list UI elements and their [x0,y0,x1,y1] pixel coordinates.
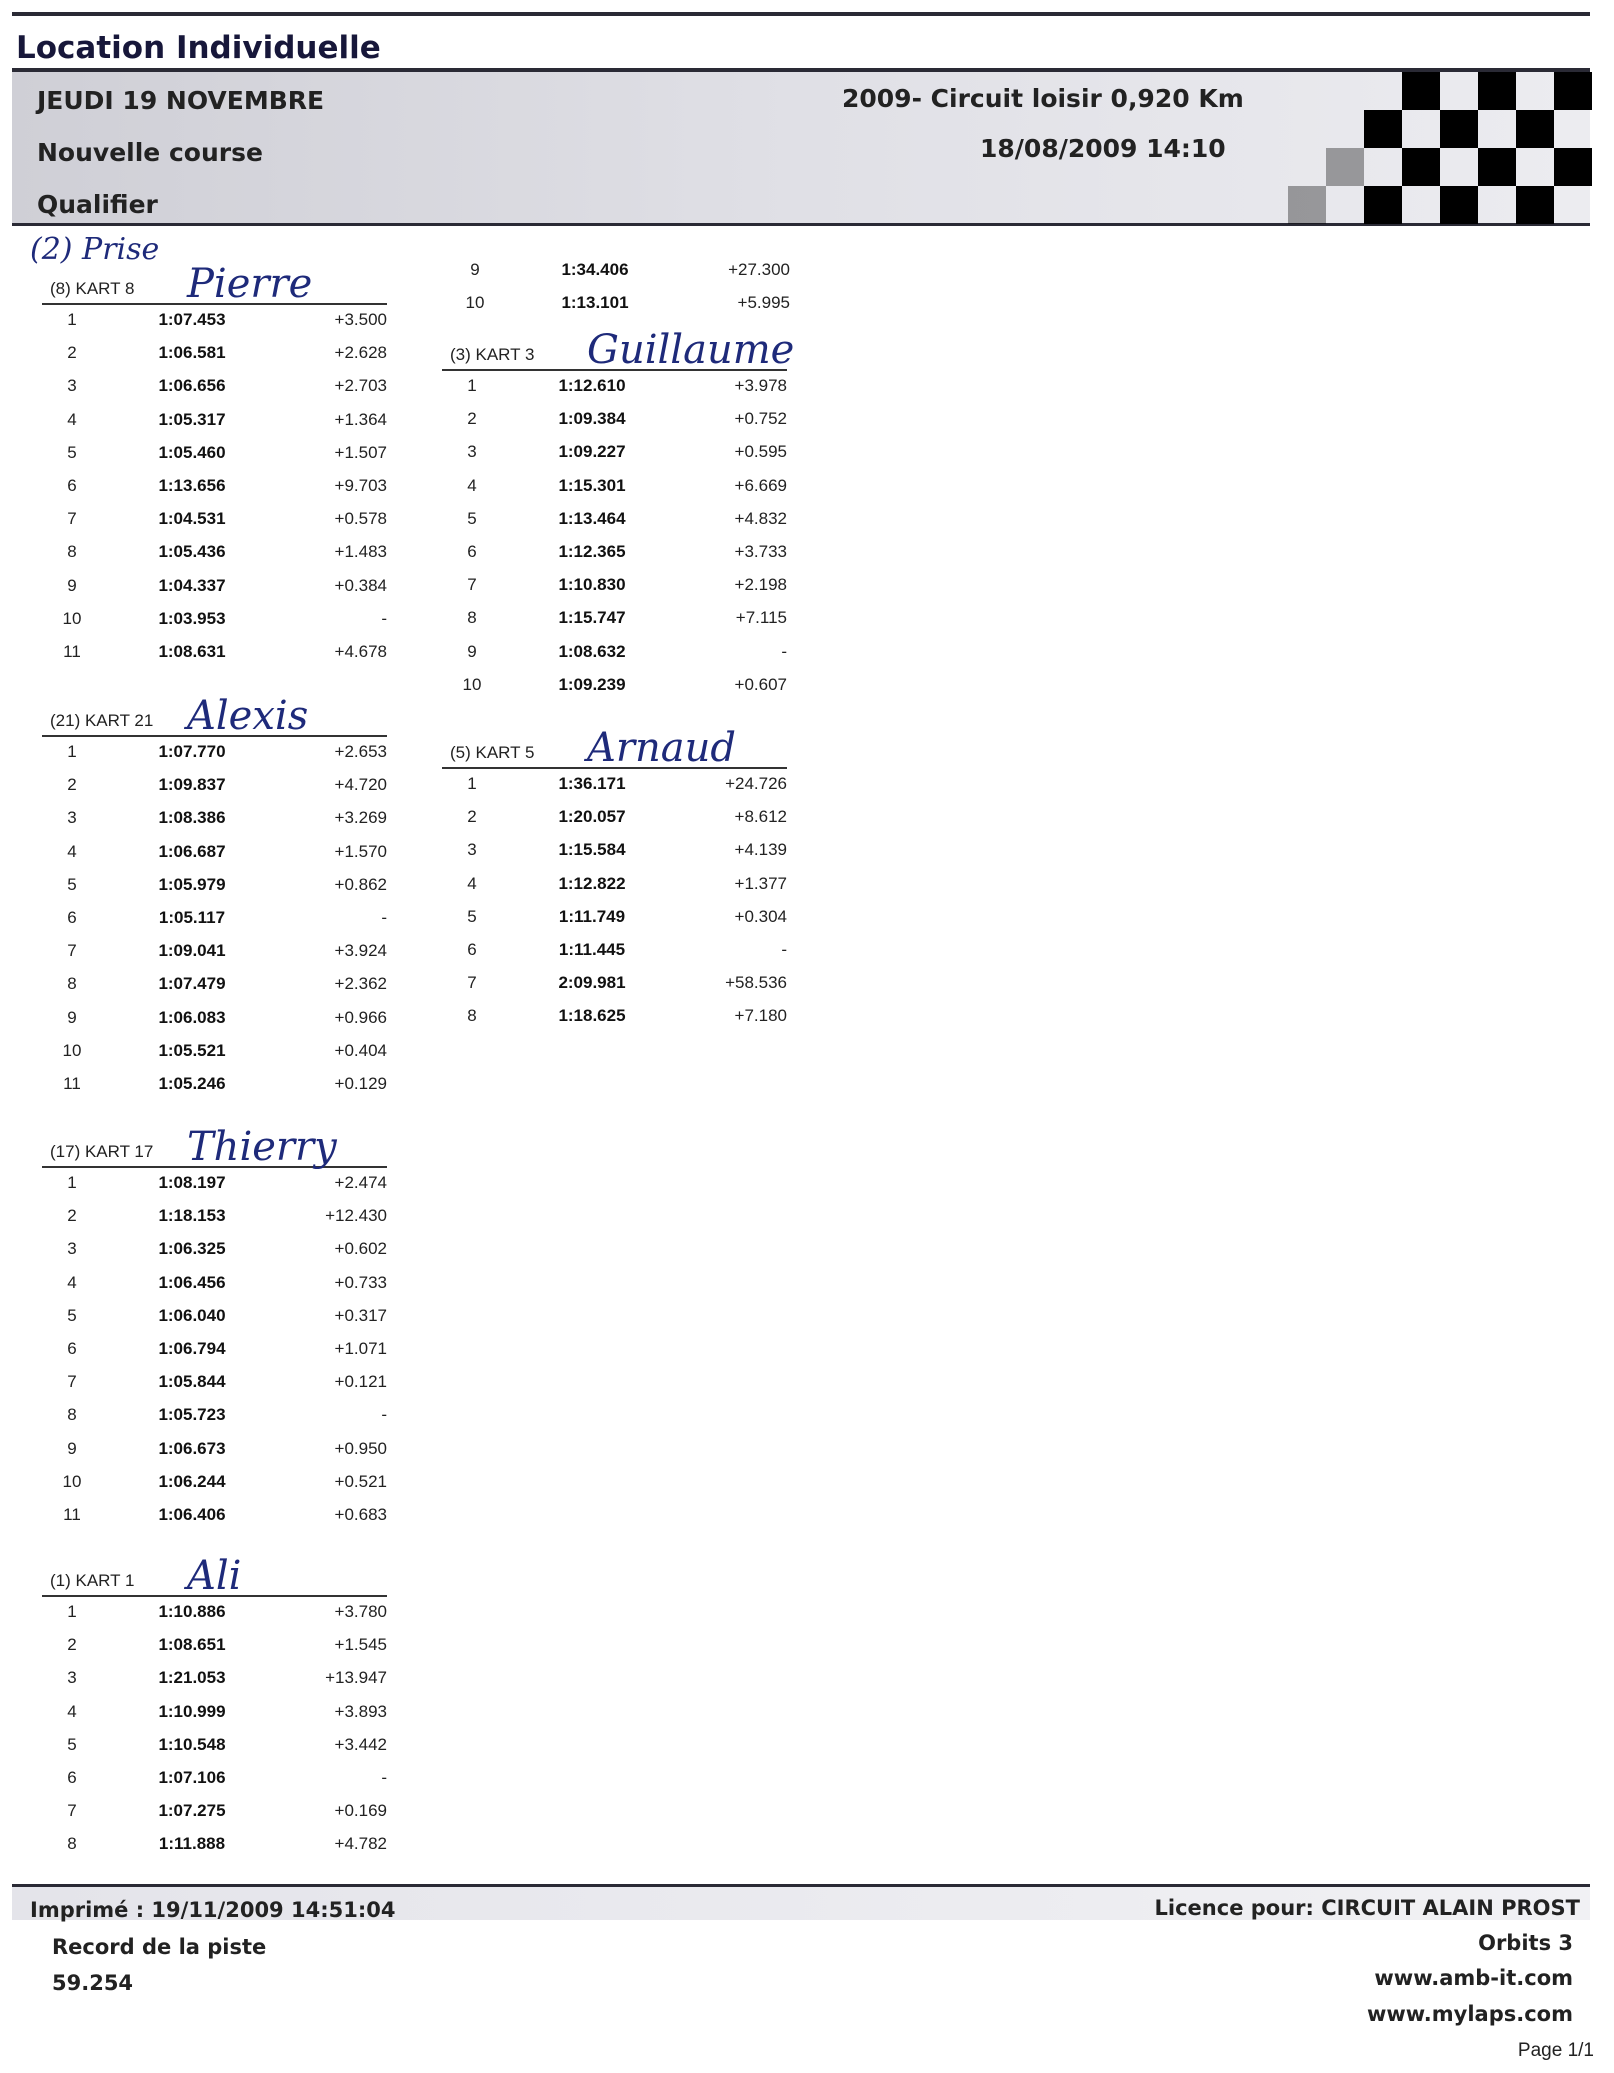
lap-gap: +3.500 [334,310,387,329]
kart-header [42,693,387,739]
lap-number: 7 [67,1801,77,1821]
flag-square [1478,148,1516,186]
lap-time: 1:06.656 [158,376,226,396]
lap-time: 1:06.456 [158,1272,226,1292]
lap-time: 1:09.384 [558,409,626,429]
flag-square [1364,186,1402,224]
lap-row [442,568,787,601]
lap-gap: +2.474 [334,1173,387,1192]
lap-gap: +3.893 [334,1701,387,1721]
lap-number: 3 [467,840,477,860]
flag-square [1288,186,1326,224]
lap-number: 6 [467,542,477,561]
lap-time: 1:10.886 [158,1602,226,1621]
lap-number: 9 [67,575,77,595]
track-record-label: Record de la piste [52,1935,267,1959]
lap-time: 1:10.830 [558,575,626,595]
kart-header [42,1553,387,1599]
lap-row [42,1661,387,1694]
lap-time: 1:12.822 [558,873,626,893]
lap-gap: +24.726 [725,774,787,793]
lap-time: 1:10.548 [158,1734,226,1754]
lap-number: 1 [67,310,77,329]
lap-time: 1:08.632 [558,641,626,661]
lap-gap: +1.071 [334,1339,387,1358]
lap-gap: - [381,1768,387,1787]
lap-row [42,1695,387,1728]
lap-row [42,436,387,469]
lap-number: 5 [67,1305,77,1325]
lap-number: 4 [467,873,477,893]
driver-name-handwritten: Alexis [187,693,309,739]
flag-square [1516,186,1554,224]
lap-number: 1 [67,1602,77,1621]
lap-row [42,1199,387,1232]
lap-number: 9 [467,641,477,661]
lap-gap: +2.628 [334,343,387,363]
lap-number: 6 [67,908,77,927]
lap-time: 1:21.053 [158,1668,226,1688]
lap-row [42,1332,387,1365]
lap-number: 2 [67,343,77,363]
driver-name-handwritten: Arnaud [587,725,736,771]
lap-number: 6 [67,476,77,495]
lap-gap: +4.139 [734,840,787,860]
lap-row [442,435,787,468]
lap-gap: +1.570 [334,841,387,861]
lap-time: 1:09.239 [558,674,626,694]
lap-row [445,286,790,319]
lap-row [42,735,387,768]
lap-gap: +7.115 [735,608,787,628]
lap-gap: +12.430 [325,1206,387,1226]
kart-label: (1) KART 1 [50,1571,135,1590]
lap-time: 1:18.153 [158,1206,226,1226]
lap-number: 2 [67,1206,77,1226]
lap-gap: +4.782 [334,1834,387,1854]
lap-row [42,1761,387,1794]
lap-time: 1:06.040 [158,1305,226,1325]
lap-gap: +0.966 [334,1007,387,1027]
track-record-value: 59.254 [52,1971,134,1995]
lap-row [42,1398,387,1431]
lap-time: 1:08.197 [158,1173,226,1192]
lap-number: 3 [467,442,477,462]
lap-time: 1:07.770 [158,742,226,761]
lap-number: 8 [67,542,77,562]
lap-time: 1:36.171 [558,774,626,793]
lap-row [442,402,787,435]
lap-row [42,1067,387,1100]
lap-number: 10 [62,608,82,628]
lap-time: 1:05.117 [158,908,226,927]
driver-name-handwritten: Ali [187,1553,242,1599]
lap-time: 1:05.460 [158,442,226,462]
lap-row [42,1498,387,1531]
lap-row [442,800,787,833]
lap-time: 1:04.531 [158,509,226,529]
lap-row [42,1001,387,1034]
lap-number: 6 [467,940,477,959]
lap-number: 4 [67,1272,77,1292]
lap-number: 10 [465,293,485,313]
lap-row [42,502,387,535]
lap-row [42,1432,387,1465]
lap-number: 3 [67,376,77,396]
lap-row [42,1034,387,1067]
event-title: JEUDI 19 NOVEMBRE [37,86,325,115]
lap-gap: +1.377 [734,873,787,893]
lap-row [42,768,387,801]
lap-row [42,801,387,834]
lap-number: 5 [467,508,477,528]
lap-time: 1:13.464 [558,508,626,528]
lap-time: 1:05.436 [158,542,226,562]
kart-header [42,261,387,307]
lap-gap: +0.304 [734,906,787,926]
lap-gap: +2.362 [334,974,387,994]
lap-row [42,1232,387,1265]
kart-header [442,725,787,771]
lap-number: 8 [67,974,77,994]
lap-gap: +2.703 [334,376,387,396]
lap-row [442,601,787,634]
lap-gap: +0.683 [334,1505,387,1524]
lap-number: 5 [67,442,77,462]
kart-label: (8) KART 8 [50,279,135,298]
lap-gap: +3.978 [734,376,787,395]
lap-time: 1:07.275 [158,1801,226,1821]
lap-time: 1:08.386 [158,808,226,828]
lap-row [42,1595,387,1628]
lap-row [42,1465,387,1498]
lap-time: 2:09.981 [558,973,626,993]
lap-time: 1:09.837 [158,775,226,795]
lap-gap: +0.950 [334,1438,387,1458]
lap-gap: +0.607 [734,674,787,694]
circuit-info: 2009- Circuit loisir 0,920 Km [842,84,1244,113]
lap-time: 1:13.101 [561,293,629,313]
lap-row [442,933,787,966]
lap-gap: +0.129 [334,1074,387,1093]
kart-label: (17) KART 17 [50,1142,154,1161]
lap-number: 5 [67,874,77,894]
lap-number: 4 [67,841,77,861]
lap-gap: +1.545 [334,1635,387,1655]
flag-square [1554,148,1592,186]
lap-gap: +27.300 [728,260,790,279]
kart-label: (3) KART 3 [450,345,535,364]
lap-row [42,1299,387,1332]
lap-row [42,635,387,668]
lap-row [42,1628,387,1661]
lap-number: 10 [62,1471,82,1491]
lap-gap: +0.752 [734,409,787,429]
lap-number: 1 [467,774,477,793]
lap-row [42,303,387,336]
lap-number: 1 [467,376,477,395]
website-link-amb[interactable]: www.amb-it.com [1374,1966,1573,1990]
lap-row [442,369,787,402]
kart-label: (5) KART 5 [450,743,535,762]
lap-row [42,1166,387,1199]
lap-gap: +0.169 [334,1801,387,1821]
lap-time: 1:06.406 [158,1505,226,1524]
checkered-flag-icon [1250,68,1590,226]
lap-number: 4 [467,475,477,495]
flag-square [1554,72,1592,110]
lap-time: 1:07.106 [158,1768,226,1787]
flag-square [1402,72,1440,110]
lap-number: 10 [62,1040,82,1060]
lap-time: 1:11.888 [158,1834,226,1854]
lap-time: 1:34.406 [561,260,629,279]
lap-number: 8 [67,1834,77,1854]
lap-time: 1:15.584 [558,840,626,860]
lap-row [42,1827,387,1860]
driver-name-handwritten: Guillaume [587,327,795,373]
lap-number: 7 [467,973,477,993]
lap-row [42,535,387,568]
flag-square [1440,186,1478,224]
lap-row [442,535,787,568]
lap-time: 1:05.521 [158,1040,226,1060]
lap-time: 1:06.794 [158,1339,226,1358]
lap-time: 1:12.365 [558,542,626,561]
lap-number: 5 [467,906,477,926]
lap-time: 1:09.227 [558,442,626,462]
lap-gap: +0.121 [334,1372,387,1392]
lap-gap: +9.703 [334,476,387,495]
lap-row [442,469,787,502]
printed-date: Imprimé : 19/11/2009 14:51:04 [30,1898,396,1922]
session-type: Qualifier [37,190,158,219]
lap-number: 8 [67,1405,77,1425]
lap-row [42,602,387,635]
lap-time: 1:18.625 [558,1006,626,1026]
software-name: Orbits 3 [1478,1931,1573,1955]
lap-row [42,901,387,934]
flag-square [1516,110,1554,148]
lap-gap: +0.317 [334,1305,387,1325]
lap-gap: +3.924 [334,941,387,961]
lap-gap: +3.442 [334,1734,387,1754]
lap-time: 1:05.723 [158,1405,226,1425]
lap-time: 1:11.749 [558,906,626,926]
race-datetime: 18/08/2009 14:10 [980,134,1226,163]
lap-gap: +0.578 [334,509,387,529]
lap-number: 1 [67,1173,77,1192]
lap-number: 9 [67,1438,77,1458]
lap-gap: +0.602 [334,1239,387,1259]
lap-row [42,934,387,967]
lap-gap: +0.733 [334,1272,387,1292]
lap-gap: +2.198 [734,575,787,595]
top-rule [12,12,1590,16]
lap-gap: +0.404 [334,1040,387,1060]
lap-row [442,833,787,866]
lap-time: 1:08.631 [158,642,226,661]
lap-number: 2 [467,807,477,827]
lap-number: 7 [467,575,477,595]
lap-gap: +0.595 [734,442,787,462]
lap-row [442,502,787,535]
lap-gap: +4.832 [734,508,787,528]
driver-name-handwritten: Pierre [187,261,313,307]
lap-row [42,469,387,502]
lap-gap: +2.653 [334,742,387,761]
lap-time: 1:06.673 [158,1438,226,1458]
lap-number: 6 [67,1339,77,1358]
lap-gap: +8.612 [734,807,787,827]
lap-number: 8 [467,1006,477,1026]
lap-row [442,767,787,800]
lap-row [442,668,787,701]
lap-gap: - [781,641,787,661]
lap-time: 1:05.317 [158,409,226,429]
lap-number: 2 [467,409,477,429]
lap-time: 1:06.687 [158,841,226,861]
lap-time: 1:06.083 [158,1007,226,1027]
lap-row [42,967,387,1000]
lap-gap: +0.384 [334,575,387,595]
lap-row [42,1266,387,1299]
lap-number: 10 [462,674,482,694]
lap-row [42,369,387,402]
lap-number: 7 [67,941,77,961]
page-number: Page 1/1 [1517,2040,1594,2061]
lap-row [42,403,387,436]
lap-gap: - [781,940,787,959]
lap-row [42,1365,387,1398]
lap-time: 1:06.325 [158,1239,226,1259]
lap-number: 4 [67,1701,77,1721]
lap-time: 1:05.979 [158,874,226,894]
flag-square [1326,148,1364,186]
lap-time: 1:11.445 [558,940,626,959]
lap-number: 3 [67,1239,77,1259]
lap-gap: +1.507 [334,442,387,462]
kart-header [442,327,795,373]
flag-square [1478,72,1516,110]
lap-number: 3 [67,808,77,828]
lap-gap: +6.669 [734,475,787,495]
lap-time: 1:20.057 [558,807,626,827]
lap-gap: +0.521 [334,1471,387,1491]
lap-row [442,635,787,668]
lap-gap: +5.995 [737,293,790,313]
lap-row [442,900,787,933]
lap-row [445,253,790,286]
lap-number: 2 [67,775,77,795]
lap-row [442,999,787,1032]
lap-time: 1:10.999 [158,1701,226,1721]
lap-number: 7 [67,1372,77,1392]
lap-time: 1:07.453 [158,310,226,329]
lap-time: 1:15.301 [558,475,626,495]
flag-square [1440,110,1478,148]
lap-time: 1:15.747 [558,608,626,628]
lap-time: 1:09.041 [158,941,226,961]
lap-row [42,835,387,868]
driver-name-handwritten: Thierry [187,1124,337,1170]
lap-number: 4 [67,409,77,429]
lap-number: 7 [67,509,77,529]
lap-row [442,966,787,999]
lap-gap: +3.780 [334,1602,387,1621]
flag-square [1402,148,1440,186]
lap-time: 1:08.651 [158,1635,226,1655]
lap-gap: - [381,1405,387,1425]
lap-gap: +7.180 [734,1006,787,1026]
lap-number: 9 [67,1007,77,1027]
lap-time: 1:06.581 [158,343,226,363]
lap-time: 1:13.656 [158,476,226,495]
lap-gap: - [381,608,387,628]
lap-row [42,1794,387,1827]
lap-gap: +3.269 [334,808,387,828]
lap-row [42,868,387,901]
lap-time: 1:12.610 [558,376,626,395]
lap-number: 6 [67,1768,77,1787]
lap-number: 8 [467,608,477,628]
lap-gap: +58.536 [725,973,787,993]
session-name: Nouvelle course [37,138,263,167]
lap-row [42,1728,387,1761]
kart-label: (21) KART 21 [50,711,154,730]
website-link-mylaps[interactable]: www.mylaps.com [1366,2002,1573,2026]
handwritten-note: (2) Prise [30,232,160,267]
lap-gap: +1.364 [334,409,387,429]
lap-gap: +3.733 [734,542,787,561]
lap-number: 5 [67,1734,77,1754]
lap-gap: - [381,908,387,927]
lap-time: 1:07.479 [158,974,226,994]
lap-number: 1 [67,742,77,761]
lap-time: 1:05.844 [158,1372,226,1392]
lap-number: 11 [63,642,81,661]
lap-gap: +1.483 [334,542,387,562]
lap-gap: +13.947 [325,1668,387,1688]
lap-number: 11 [63,1505,81,1524]
lap-time: 1:03.953 [158,608,226,628]
licence-info: Licence pour: CIRCUIT ALAIN PROST [1154,1896,1580,1920]
lap-gap: +0.862 [334,874,387,894]
lap-time: 1:05.246 [158,1074,226,1093]
lap-row [442,867,787,900]
lap-number: 2 [67,1635,77,1655]
lap-gap: +4.720 [334,775,387,795]
document-title: Location Individuelle [16,30,381,66]
lap-time: 1:06.244 [158,1471,226,1491]
kart-header [42,1124,387,1170]
lap-row [42,569,387,602]
lap-number: 3 [67,1668,77,1688]
lap-time: 1:04.337 [158,575,226,595]
lap-number: 9 [470,260,480,279]
lap-number: 11 [63,1074,81,1093]
lap-row [42,336,387,369]
flag-square [1364,110,1402,148]
lap-gap: +4.678 [334,642,387,661]
